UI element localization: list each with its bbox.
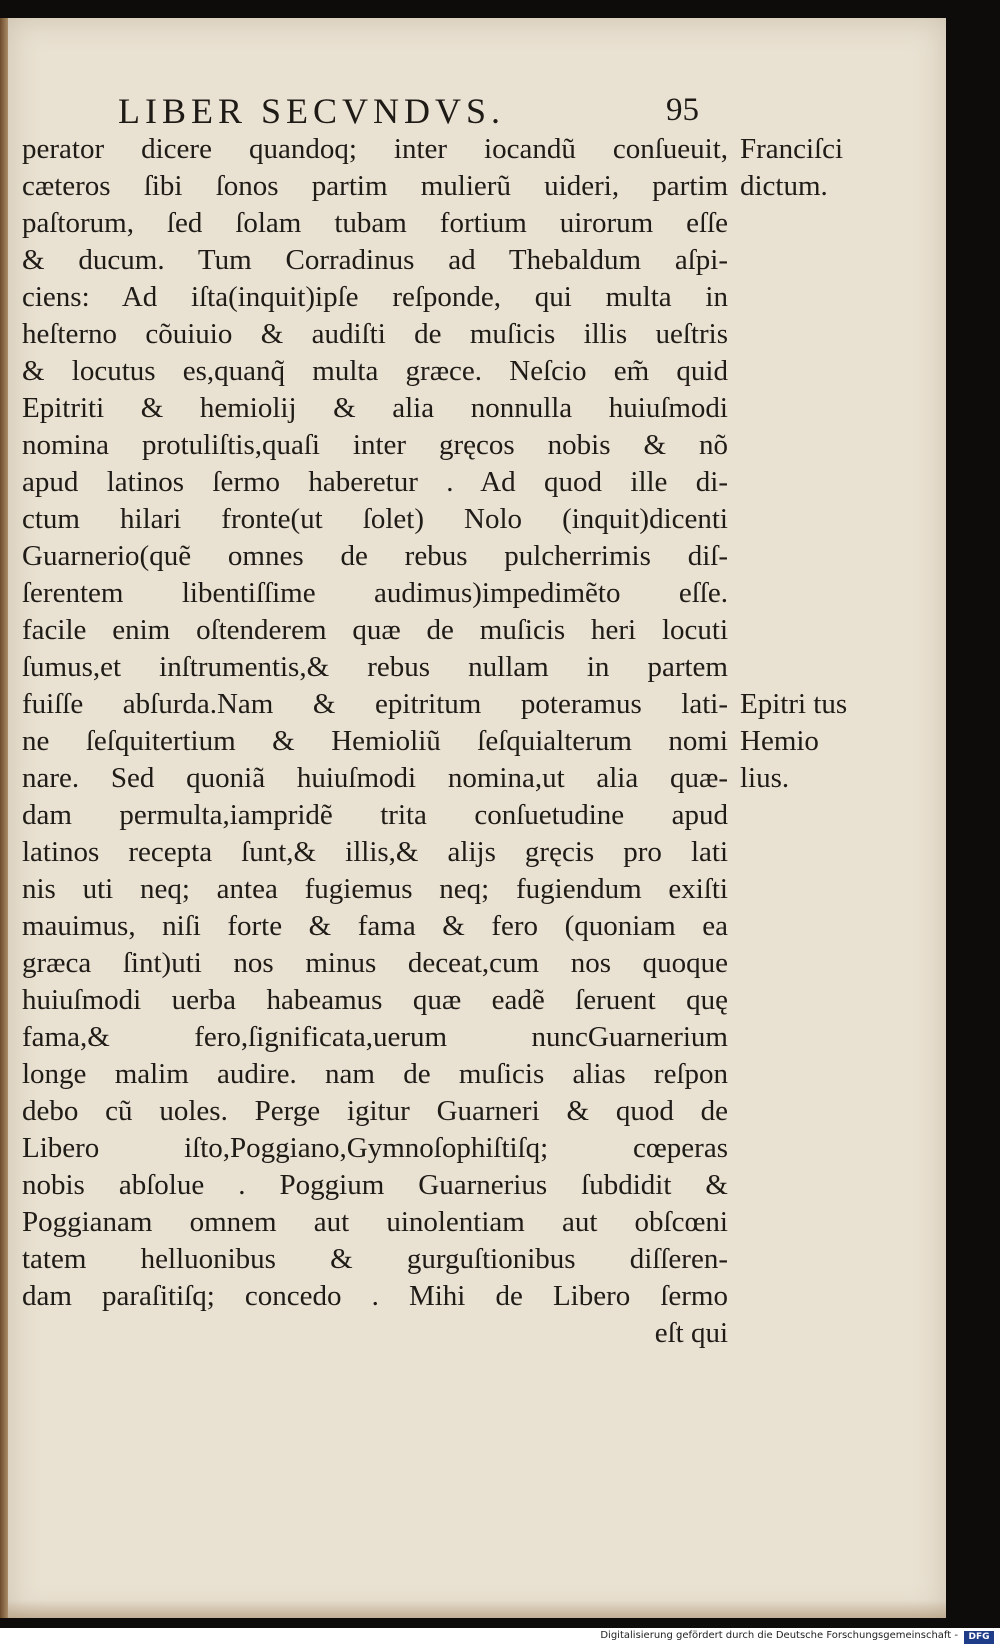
text-line: Libero iſto,Poggiano,Gymnoſophiſtiſq; cœperas [22, 1132, 728, 1164]
text-line: nobis abſolue . Poggium Guarnerius ſubdidit & [22, 1169, 728, 1201]
page-bottom-stain [8, 1600, 946, 1618]
text-line: dam permulta,iampridẽ trita conſuetudine apud [22, 799, 728, 831]
margin-note-line: Hemio [740, 725, 819, 757]
body-text [22, 131, 728, 1352]
text-line: ſumus,et inſtrumentis,& rebus nullam in partem [22, 651, 728, 683]
text-line: cæteros ſibi ſonos partim mulierũ uideri, partim [22, 170, 728, 202]
text-line: huiuſmodi uerba habeamus quæ eadẽ ſeruent quę [22, 984, 728, 1016]
text-line: tatem helluonibus & gurguſtionibus diſſeren- [22, 1243, 728, 1275]
margin-note-franciscus [740, 131, 900, 205]
text-line: ctum hilari fronte(ut ſolet) Nolo (inquit)dicenti [22, 503, 728, 535]
digitization-footer [0, 1628, 1000, 1647]
text-line: perator dicere quandoq; inter iocandũ conſueuit, [22, 133, 728, 165]
text-line: mauimus, niſi forte & fama & fero (quoniam ea [22, 910, 728, 942]
text-line: facile enim oſtenderem quæ de muſicis heri locuti [22, 614, 728, 646]
dfg-logo: DFG [964, 1631, 994, 1644]
text-line: latinos recepta ſunt,& illis,& alijs gręcis pro lati [22, 836, 728, 868]
margin-note-line: dictum. [740, 170, 828, 202]
text-line: nis uti neq; antea fugiemus neq; fugiendum exiſti [22, 873, 728, 905]
text-line: Guarnerio(quẽ omnes de rebus pulcherrimis diſ- [22, 540, 728, 572]
text-line: fuiſſe abſurda.Nam & epitritum poteramus lati- [22, 688, 728, 720]
text-line: & locutus es,quanq̃ multa græce. Neſcio em̃ quid [22, 355, 728, 387]
text-line: græca ſint)uti nos minus deceat,cum nos quoque [22, 947, 728, 979]
text-line: Epitriti & hemiolij & alia nonnulla huiuſmodi [22, 392, 728, 424]
text-line: ne ſeſquitertium & Hemioliũ ſeſquialterum nomi [22, 725, 728, 757]
page-number: 95 [666, 92, 699, 128]
running-title: LIBER SECVNDVS. [118, 91, 506, 131]
margin-note-line: Franciſci [740, 133, 844, 165]
text-line: ciens: Ad iſta(inquit)ipſe reſponde, qui multa in [22, 281, 728, 313]
catchword: eſt qui [654, 1317, 728, 1349]
text-line: debo cũ uoles. Perge igitur Guarneri & quod de [22, 1095, 728, 1127]
text-line: & ducum. Tum Corradinus ad Thebaldum aſpi- [22, 244, 728, 276]
margin-note-line: Epitri tus [740, 688, 848, 720]
margin-note-epitritus [740, 686, 900, 797]
text-line: nare. Sed quoniã huiuſmodi nomina,ut alia quæ- [22, 762, 728, 794]
running-header [118, 90, 718, 134]
funding-credit: Digitalisierung gefördert durch die Deutsche Forschungsgemeinschaft - [600, 1630, 958, 1641]
text-line: ſerentem libentiſſime audimus)impedimẽto eſſe. [22, 577, 728, 609]
text-line: apud latinos ſermo haberetur . Ad quod ille di- [22, 466, 728, 498]
text-line: fama,& fero,ſignificata,uerum nuncGuarnerium [22, 1021, 728, 1053]
margin-note-line: lius. [740, 762, 790, 794]
text-line: dam paraſitiſq; concedo . Mihi de Libero ſermo [22, 1280, 728, 1312]
text-line: nomina protuliſtis,quaſi inter gręcos nobis & nõ [22, 429, 728, 461]
text-line: paſtorum, ſed ſolam tubam fortium uirorum eſſe [22, 207, 728, 239]
text-line: heſterno cõuiuio & audiſti de muſicis illis ueſtris [22, 318, 728, 350]
text-line: longe malim audire. nam de muſicis alias reſpon [22, 1058, 728, 1090]
text-line: Poggianam omnem aut uinolentiam aut obſcœni [22, 1206, 728, 1238]
